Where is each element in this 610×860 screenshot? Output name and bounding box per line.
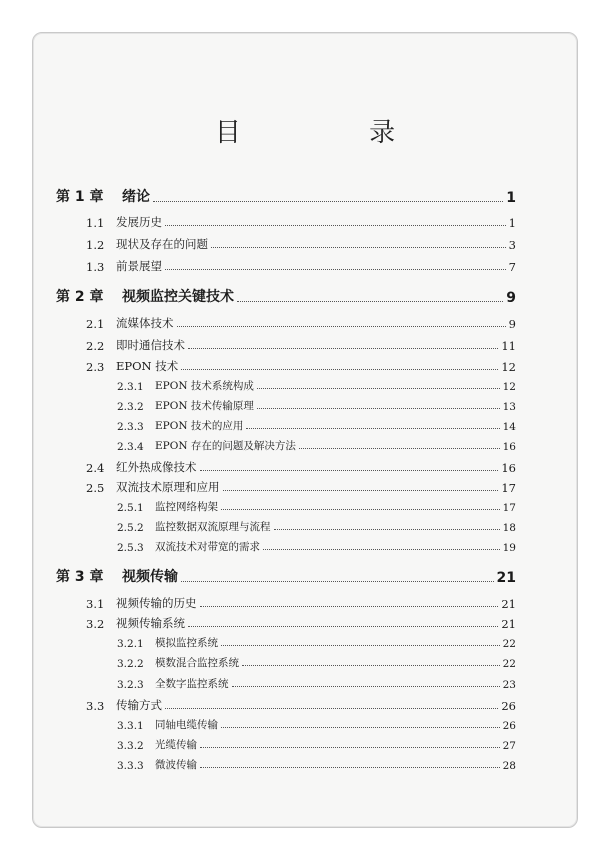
toc-subsection-entry[interactable] [117, 499, 516, 514]
dot-leader [200, 605, 499, 607]
toc-subsection-entry[interactable] [117, 438, 516, 453]
dot-leader [211, 246, 506, 248]
toc-entry-title: 监控网络构架 [155, 501, 218, 513]
toc-subsection-entry[interactable] [117, 676, 516, 691]
toc-entry-page: 22 [502, 638, 516, 650]
toc-entry-number: 3.1 [86, 597, 105, 611]
toc-entry-page: 18 [502, 522, 516, 534]
toc-entry-page: 19 [502, 542, 516, 554]
dot-leader [165, 224, 506, 226]
toc-entry-page: 26 [502, 720, 516, 732]
toc-entry-page: 9 [508, 317, 516, 331]
toc-entry-page: 28 [502, 760, 516, 772]
toc-subsection-entry[interactable] [117, 519, 516, 534]
toc-entry-title: 全数字监控系统 [155, 678, 229, 690]
toc-section-entry[interactable] [86, 615, 516, 631]
toc-entry-number: 2.5.3 [117, 542, 144, 554]
toc-entry-number: 3.3.3 [117, 760, 144, 772]
dot-leader [165, 707, 498, 709]
toc-entry-title: 发展历史 [116, 215, 162, 229]
dot-leader [221, 508, 500, 510]
toc-entry-number: 2.3.2 [117, 401, 144, 413]
toc-entry-page: 11 [501, 339, 516, 353]
toc-entry-title: 流媒体技术 [116, 316, 174, 330]
toc-subsection-entry[interactable] [117, 398, 516, 413]
toc-entry-page: 1 [508, 216, 516, 230]
dot-leader [232, 685, 500, 687]
dot-leader [181, 580, 494, 582]
dot-leader [221, 644, 500, 646]
toc-entry-page: 3 [508, 238, 516, 252]
toc-entry-page: 22 [502, 658, 516, 670]
toc-entry-page: 21 [496, 570, 516, 586]
toc-section-entry[interactable] [86, 315, 516, 331]
toc-entry-title: 双流技术原理和应用 [116, 480, 220, 494]
toc-entry-title: 模数混合监控系统 [155, 657, 239, 669]
toc-entry-title: 双流技术对带宽的需求 [155, 541, 260, 553]
toc-entry-page: 13 [502, 401, 516, 413]
toc-entry-title: 视频监控关键技术 [122, 289, 234, 305]
toc-entry-page: 17 [502, 502, 516, 514]
toc-entry-number: 2.3.4 [117, 441, 144, 453]
dot-leader [223, 489, 499, 491]
toc-entry-title: 绪论 [122, 189, 150, 205]
toc-entry-number: 3.3 [86, 699, 105, 713]
toc-section-entry[interactable] [86, 595, 516, 611]
toc-entry-number: 3.3.2 [117, 740, 144, 752]
toc-entry-number: 3.2.3 [117, 679, 144, 691]
toc-subsection-entry[interactable] [117, 418, 516, 433]
toc-entry-page: 23 [502, 679, 516, 691]
toc-entry-page: 9 [506, 290, 516, 306]
toc-entry-title: 即时通信技术 [116, 338, 185, 352]
toc-entry-title: 传输方式 [116, 698, 162, 712]
toc-section-entry[interactable] [86, 459, 516, 475]
toc-entry-number: 1.2 [86, 238, 105, 252]
toc-entry-page: 1 [506, 190, 516, 206]
toc-entry-number: 第 1 章 [56, 189, 104, 205]
toc-entry-title: EPON 技术 [116, 359, 179, 373]
dot-leader [237, 300, 503, 302]
toc-entry-title: 现状及存在的问题 [116, 237, 208, 251]
toc-entry-number: 2.5.1 [117, 502, 144, 514]
toc-entry-number: 2.4 [86, 461, 105, 475]
toc-entry-page: 27 [502, 740, 516, 752]
toc-chapter-entry[interactable] [56, 186, 516, 206]
dot-leader [221, 726, 500, 728]
toc-entry-page: 12 [502, 381, 516, 393]
toc-entry-number: 2.3.1 [117, 381, 144, 393]
toc-subsection-entry[interactable] [117, 717, 516, 732]
dot-leader [200, 766, 500, 768]
dot-leader [257, 407, 500, 409]
toc-entry-title: 光缆传输 [155, 739, 197, 751]
toc-entry-title: EPON 技术系统构成 [155, 380, 254, 392]
toc-entry-page: 14 [502, 421, 516, 433]
toc-subsection-entry[interactable] [117, 378, 516, 393]
toc-subsection-entry[interactable] [117, 757, 516, 772]
toc-entry-title: 模拟监控系统 [155, 637, 218, 649]
dot-leader [177, 325, 506, 327]
toc-entry-number: 3.2.2 [117, 658, 144, 670]
dot-leader [263, 548, 500, 550]
toc-entry-page: 21 [501, 617, 516, 631]
dot-leader [299, 447, 500, 449]
toc-entry-page: 12 [501, 360, 516, 374]
toc-subsection-entry[interactable] [117, 539, 516, 554]
toc-section-entry[interactable] [86, 236, 516, 252]
toc-entry-number: 2.3.3 [117, 421, 144, 433]
toc-section-entry[interactable] [86, 258, 516, 274]
toc-section-entry[interactable] [86, 337, 516, 353]
toc-entry-title: 视频传输 [122, 569, 178, 585]
toc-entry-title: 监控数据双流原理与流程 [155, 521, 271, 533]
toc-subsection-entry[interactable] [117, 737, 516, 752]
toc-entry-title: 视频传输系统 [116, 616, 185, 630]
toc-entry-page: 21 [501, 597, 516, 611]
toc-entry-title: 视频传输的历史 [116, 596, 197, 610]
dot-leader [200, 746, 500, 748]
toc-entry-number: 3.2 [86, 617, 105, 631]
toc-entry-title: 前景展望 [116, 259, 162, 273]
toc-section-entry[interactable] [86, 697, 516, 713]
toc-entry-page: 16 [501, 461, 516, 475]
toc-entry-number: 1.3 [86, 260, 105, 274]
toc-entry-number: 3.2.1 [117, 638, 144, 650]
dot-leader [257, 387, 500, 389]
toc-subsection-entry[interactable] [117, 655, 516, 670]
dot-leader [242, 664, 500, 666]
toc-entry-title: EPON 存在的问题及解决方法 [155, 440, 296, 452]
dot-leader [200, 469, 499, 471]
toc-entry-page: 16 [502, 441, 516, 453]
toc-entry-title: 红外热成像技术 [116, 460, 197, 474]
toc-entry-number: 2.5.2 [117, 522, 144, 534]
toc-section-entry[interactable] [86, 358, 516, 374]
toc-entry-number: 1.1 [86, 216, 105, 230]
toc-subsection-entry[interactable] [117, 635, 516, 650]
toc-entry-number: 2.2 [86, 339, 105, 353]
dot-leader [188, 347, 498, 349]
dot-leader [153, 200, 503, 202]
toc-entry-number: 3.3.1 [117, 720, 144, 732]
dot-leader [181, 368, 498, 370]
toc-chapter-entry[interactable] [56, 286, 516, 306]
toc-entry-title: 同轴电缆传输 [155, 719, 218, 731]
toc-chapter-entry[interactable] [56, 566, 516, 586]
toc-entry-number: 2.1 [86, 317, 105, 331]
toc-entry-number: 2.3 [86, 360, 105, 374]
toc-entry-title: EPON 技术的应用 [155, 420, 244, 432]
toc-entry-number: 第 2 章 [56, 289, 104, 305]
toc-entry-page: 7 [508, 260, 516, 274]
dot-leader [274, 528, 500, 530]
toc-entry-number: 第 3 章 [56, 569, 104, 585]
toc-section-entry[interactable] [86, 479, 516, 495]
dot-leader [246, 427, 499, 429]
dot-leader [188, 625, 498, 627]
dot-leader [165, 268, 506, 270]
toc-entry-page: 17 [501, 481, 516, 495]
toc-entry-page: 26 [501, 699, 516, 713]
toc-section-entry[interactable] [86, 214, 516, 230]
toc-entry-title: 微波传输 [155, 759, 197, 771]
toc-entry-number: 2.5 [86, 481, 105, 495]
toc-entry-title: EPON 技术传输原理 [155, 400, 254, 412]
page-title: 目 录 [214, 118, 456, 148]
